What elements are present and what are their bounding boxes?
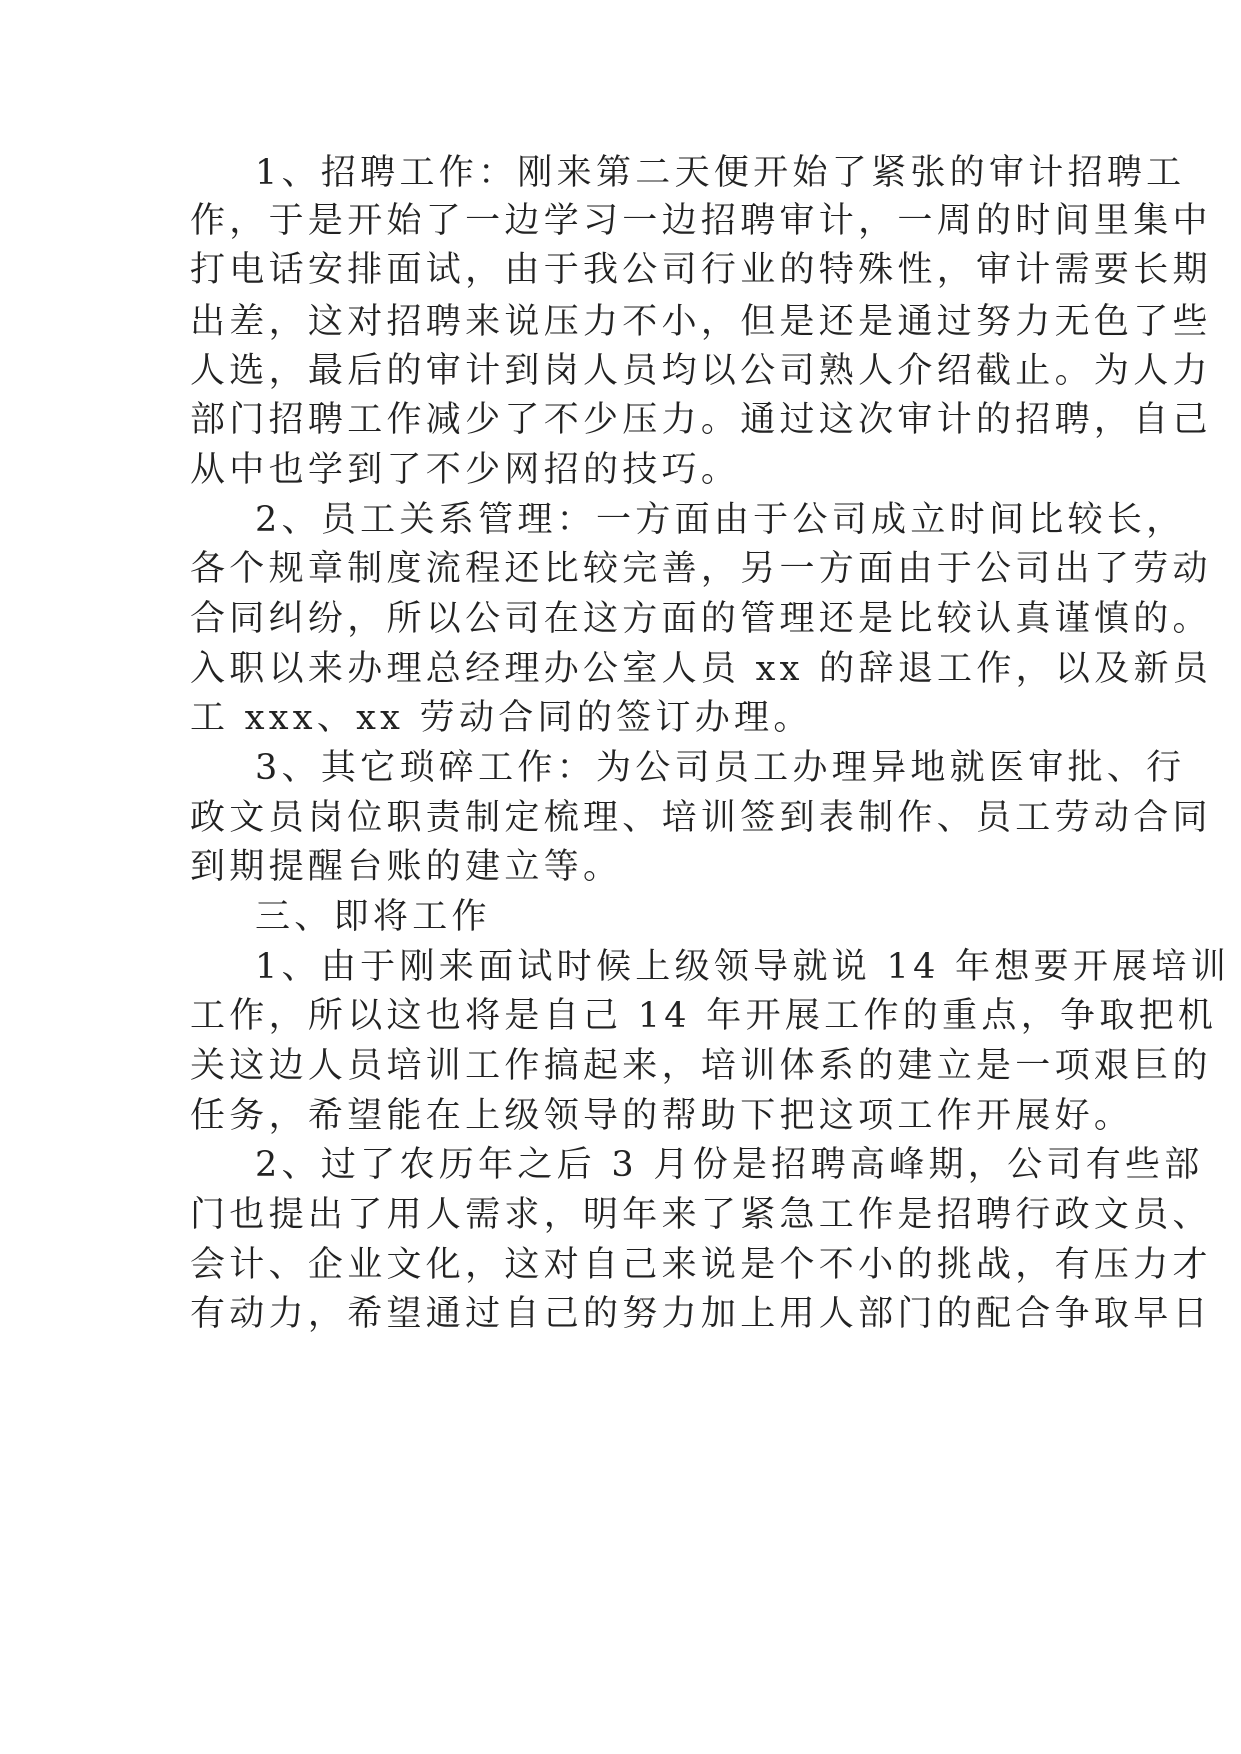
text-line: 工 xxx、xx 劳动合同的签订办理。 xyxy=(190,698,813,738)
text-line: 任务，希望能在上级领导的帮助下把这项工作开展好。 xyxy=(190,1096,1134,1136)
text-line: 到期提醒台账的建立等。 xyxy=(190,847,623,887)
section-heading: 三、即将工作 xyxy=(255,897,491,937)
text-line: 关这边人员培训工作搞起来，培训体系的建立是一项艰巨的 xyxy=(190,1046,1212,1086)
text-line: 1、由于刚来面试时候上级领导就说 14 年想要开展培训 xyxy=(255,947,1231,987)
text-line: 3、其它琐碎工作：为公司员工办理异地就医审批、行 xyxy=(255,748,1186,788)
text-line: 会计、企业文化，这对自己来说是个不小的挑战，有压力才 xyxy=(190,1245,1212,1285)
text-line: 1、招聘工作：刚来第二天便开始了紧张的审计招聘工 xyxy=(255,153,1186,193)
text-line: 工作，所以这也将是自己 14 年开展工作的重点，争取把机 xyxy=(190,996,1218,1036)
text-line: 入职以来办理总经理办公室人员 xx 的辞退工作，以及新员 xyxy=(190,649,1213,689)
text-line: 2、员工关系管理：一方面由于公司成立时间比较长， xyxy=(255,500,1186,540)
text-line: 2、过了农历年之后 3 月份是招聘高峰期，公司有些部 xyxy=(255,1145,1204,1185)
text-line: 门也提出了用人需求，明年来了紧急工作是招聘行政文员、 xyxy=(190,1195,1212,1235)
text-line: 作，于是开始了一边学习一边招聘审计，一周的时间里集中 xyxy=(190,201,1212,241)
text-line: 合同纠纷，所以公司在这方面的管理还是比较认真谨慎的。 xyxy=(190,599,1212,639)
text-line: 政文员岗位职责制定梳理、培训签到表制作、员工劳动合同 xyxy=(190,798,1212,838)
text-line: 人选，最后的审计到岗人员均以公司熟人介绍截止。为人力 xyxy=(190,351,1212,391)
text-line: 打电话安排面试，由于我公司行业的特殊性，审计需要长期 xyxy=(190,250,1212,290)
text-line: 有动力，希望通过自己的努力加上用人部门的配合争取早日 xyxy=(190,1294,1212,1334)
text-line: 从中也学到了不少网招的技巧。 xyxy=(190,450,741,490)
text-line: 出差，这对招聘来说压力不小，但是还是通过努力无色了些 xyxy=(190,302,1212,342)
text-line: 部门招聘工作减少了不少压力。通过这次审计的招聘，自己 xyxy=(190,400,1212,440)
text-line: 各个规章制度流程还比较完善，另一方面由于公司出了劳动 xyxy=(190,549,1212,589)
